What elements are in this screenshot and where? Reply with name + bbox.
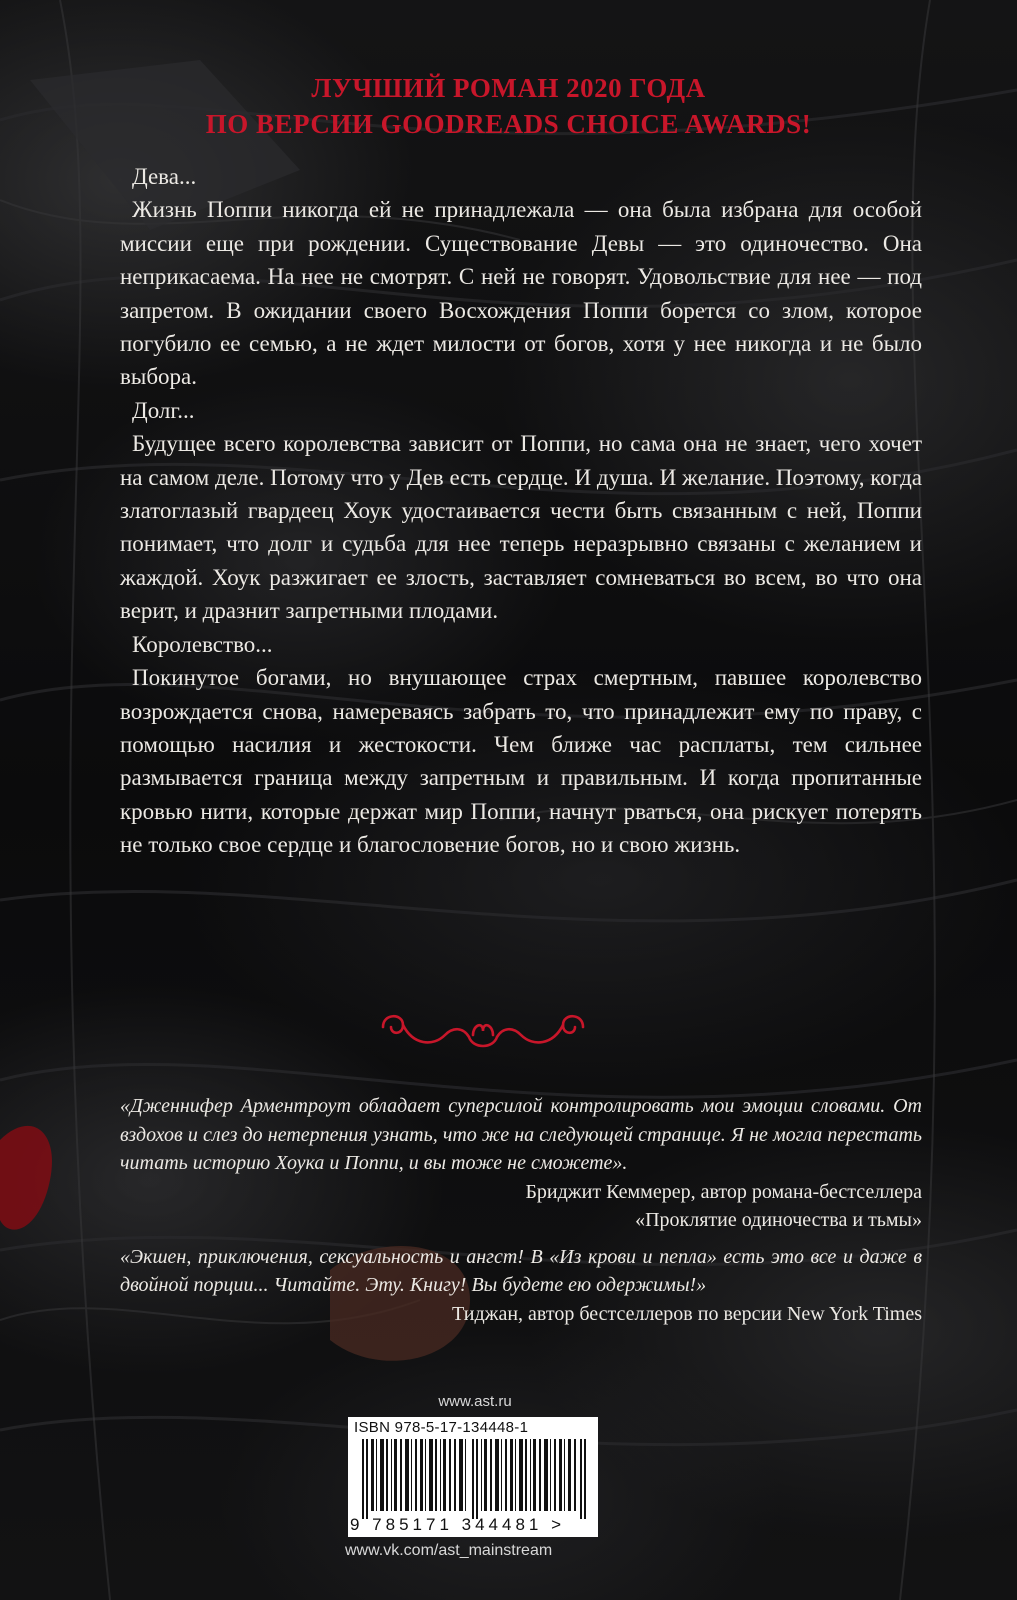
barcode-digits: 9 785171 344481 > xyxy=(350,1515,566,1534)
review-quote-2: «Экшен, приключения, сексуальность и ангст! В «Из крови и пепла» есть это все и даже в двойной порции... Читайте. Эту. Книгу! Вы будете ею одержимы!» xyxy=(120,1245,922,1296)
headline-line-1: ЛУЧШИЙ РОМАН 2020 ГОДА xyxy=(311,73,706,103)
blurb-paragraph-1: Жизнь Поппи никогда ей не принадлежала — она была избрана для особой миссии еще при рождении. Существование Девы — это одиночество. Она неприкасаема. На нее не смотрят. С ней не говорят. Удовольствие для нее — под запретом. В ожидании своего Восхождения Поппи борется со злом, которое погубило ее семью, а не ждет милости от богов, хотя у нее никогда и не было выбора. xyxy=(120,197,922,390)
barcode-icon xyxy=(362,1439,588,1519)
review-attribution-2: Тиджан, автор бестселлеров по версии New York Times xyxy=(452,1302,922,1325)
isbn-barcode xyxy=(348,1417,598,1537)
publisher-website: www.ast.ru xyxy=(438,1393,512,1410)
review-quote-1: «Дженнифер Арментроут обладает суперсилой контролировать мои эмоции словами. От вздохов и слез до нетерпения узнать, что же на следующей странице. Я не могла перестать читать историю Хоука и Поппи, и вы тоже не сможете». xyxy=(120,1095,922,1174)
headline-line-2: ПО ВЕРСИИ GOODREADS CHOICE AWARDS! xyxy=(205,109,812,139)
blurb-heading-kingdom: Королевство... xyxy=(132,631,273,657)
blurb-heading-duty: Долг... xyxy=(132,397,195,423)
review-attribution-1-line-2: «Проклятие одиночества и тьмы» xyxy=(635,1209,922,1231)
review-quotes xyxy=(120,1092,922,1328)
flourish-ornament-icon xyxy=(373,1005,593,1065)
award-headline xyxy=(0,70,1017,142)
vk-link: www.vk.com/ast_mainstream xyxy=(345,1542,553,1559)
blurb-paragraph-2: Будущее всего королевства зависит от Поппи, но сама она не знает, чего хочет на самом деле. Потому что у Дев есть сердце. И душа. И желание. Поэтому, когда златоглазый гвардеец Хоук удостаивается чести быть связанным с ней, Поппи понимает, что долг и судьба для нее теперь неразрывно связаны с желанием и жаждой. Хоук разжигает ее злость, заставляет сомневаться во всем, во что она верит, и дразнит запретными плодами. xyxy=(120,431,922,624)
review-attribution-1-line-1: Бриджит Кеммерер, автор романа-бестселлера xyxy=(525,1180,922,1203)
blurb-paragraph-3: Покинутое богами, но внушающее страх смертным, павшее королевство возрождается снова, намереваясь забрать то, что принадлежит ему по праву, с помощью насилия и жестокости. Чем ближе час расплаты, тем сильнее размывается граница между запретным и правильным. И когда пропитанные кровью нити, которые держат мир Поппи, начнут рваться, она рискует потерять не только свое сердце и благословение богов, но и свою жизнь. xyxy=(120,665,922,858)
blurb-heading-maiden: Дева... xyxy=(132,164,197,189)
blurb-text xyxy=(120,160,922,862)
isbn-number: ISBN 978-5-17-134448-1 xyxy=(354,1419,529,1436)
